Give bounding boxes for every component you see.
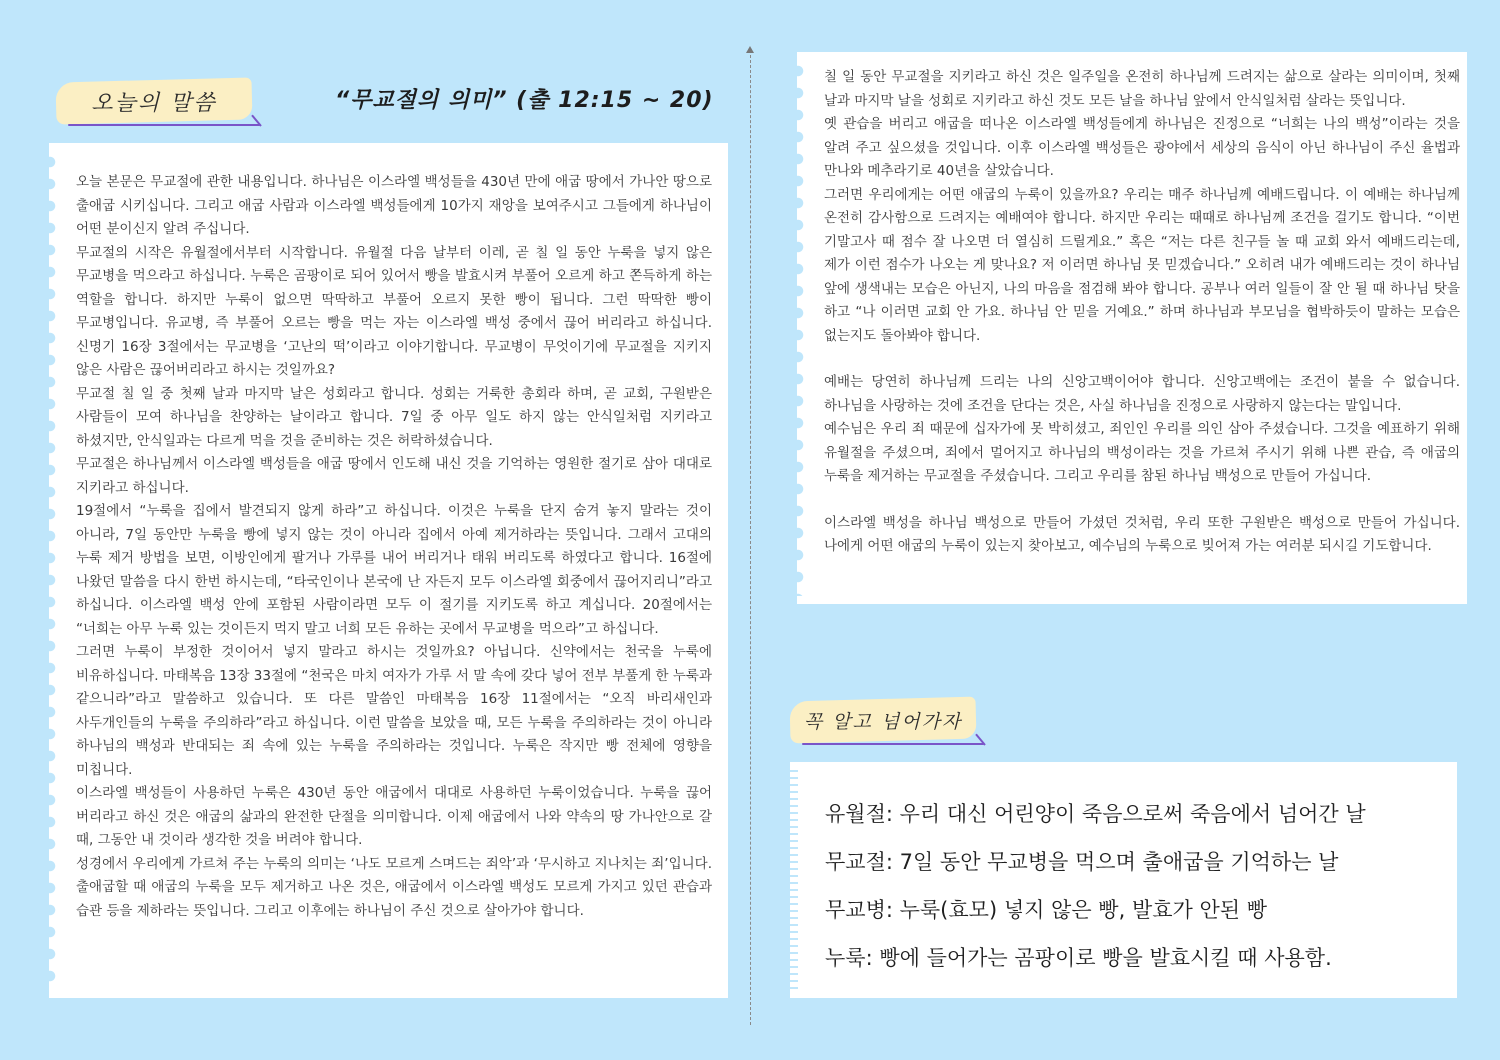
sermon-right-text — [824, 66, 1460, 559]
sermon-paragraph: 무교절 칠 일 중 첫째 날과 마지막 날은 성회라고 합니다. 성회는 거룩한 총회라 하며, 곧 교회, 구원받은 사람들이 모여 하나님을 찬양하는 날이라고 합니다. 7일 중 아무 일도 하지 않는 안식일처럼 지키라고 하셨지만, 안식일과는 다르게 먹을 것을 준비하는 것은 허락하셨습니다. — [76, 385, 712, 449]
fact-item: 유월절: 우리 대신 어린양이 죽음으로써 죽음에서 넘어간 날 — [825, 802, 1366, 826]
must-know-paper — [790, 762, 1457, 998]
page-divider — [750, 50, 751, 1025]
fact-item: 무교병: 누룩(효모) 넣지 않은 빵, 발효가 안된 빵 — [825, 898, 1268, 922]
sermon-left-paper — [49, 143, 728, 998]
sermon-right-paper — [797, 52, 1467, 604]
sermon-paragraph: 예배는 당연히 하나님께 드리는 나의 신앙고백이어야 합니다. 신앙고백에는 조건이 붙을 수 없습니다. 하나님을 사랑하는 것에 조건을 단다는 것은, 사실 하나님을 진정으로 사랑하지 않는다는 말입니다. — [824, 374, 1460, 414]
sermon-paragraph: 성경에서 우리에게 가르쳐 주는 누룩의 의미는 ‘나도 모르게 스며드는 죄악’과 ‘무시하고 지나치는 죄’입니다. 출애굽할 때 애굽의 누룩을 모두 제거하고 나온 것은, 애굽에서 이스라엘 백성도 모르게 가지고 있던 관습과 습관 등을 제하라는 뜻입니다. 그리고 이후에는 하나님이 주신 것으로 살아가야 합니다. — [76, 855, 712, 919]
todays-word-label — [56, 80, 252, 122]
must-know-list — [825, 790, 1445, 982]
fact-item: 누룩: 빵에 들어가는 곰팡이로 빵을 발효시킬 때 사용함. — [825, 946, 1332, 970]
sermon-paragraph: 19절에서 “누룩을 집에서 발견되지 않게 하라”고 하십니다. 이것은 누룩을 단지 숨겨 놓지 말라는 것이 아니라, 7일 동안만 누룩을 빵에 넣지 않는 것이 아니라 집에서 아예 제거하라는 뜻입니다. 그래서 고대의 누룩 제거 방법을 보면, 이방인에게 팔거나 가루를 내어 버리거나 태워 버리도록 하였다고 합니다. 16절에 나왔던 말씀을 다시 한번 하시는데, “타국인이나 본국에 난 자든지 모두 이스라엘 회중에서 끊어지리니”라고 하십니다. 이스라엘 백성 안에 포함된 사람이라면 모두 이 절기를 지키도록 하고 계십니다. 20절에서는 “너희는 아무 누룩 있는 것이든지 먹지 말고 너희 모든 유하는 곳에서 무교병을 먹으라”고 하십니다. — [76, 503, 712, 637]
sermon-paragraph: 무교절의 시작은 유월절에서부터 시작합니다. 유월절 다음 날부터 이레, 곧 칠 일 동안 누룩을 넣지 않은 무교병을 먹으라고 하십니다. 누룩은 곰팡이로 되어 있어서 빵을 발효시켜 부풀어 오르게 하고 쫀득하게 하는 역할을 합니다. 하지만 누룩이 없으면 딱딱하고 부풀어 오르지 못한 빵이 됩니다. 그런 딱딱한 빵이 무교병입니다. 유교병, 즉 부풀어 오르는 빵을 먹는 자는 이스라엘 백성 중에서 끊어 버리라고 하십니다. 신명기 16장 3절에서는 무교병을 ‘고난의 떡’이라고 이야기합니다. 무교병이 무엇이기에 무교절을 지키지 않은 사람은 끊어버리라고 하시는 것일까요? — [76, 244, 712, 378]
sermon-paragraph: 이스라엘 백성들이 사용하던 누룩은 430년 동안 애굽에서 대대로 사용하던 누룩이었습니다. 누룩을 끊어 버리라고 하신 것은 애굽의 삶과의 완전한 단절을 의미합니다. 이제 애굽에서 나와 약속의 땅 가나안으로 갈 때, 그동안 내 것이라 생각한 것을 버려야 합니다. — [76, 785, 712, 848]
sermon-paragraph: 무교절은 하나님께서 이스라엘 백성들을 애굽 땅에서 인도해 내신 것을 기억하는 영원한 절기로 삼아 대대로 지키라고 하십니다. — [76, 456, 712, 496]
sermon-paragraph: 그러면 우리에게는 어떤 애굽의 누룩이 있을까요? 우리는 매주 하나님께 예배드립니다. 이 예배는 하나님께 온전히 감사함으로 드려지는 예배여야 합니다. 하지만 우리는 때때로 하나님께 조건을 걸기도 합니다. “이번 기말고사 때 점수 잘 나오면 더 열심히 드릴게요.” 혹은 “저는 다른 친구들 놀 때 교회 와서 예배드리는데, 제가 이런 점수가 나오는 게 맞나요? 저 이러면 하나님 못 믿겠습니다.” 오히려 내가 예배드리는 것이 하나님 앞에 생색내는 모습은 아닌지, 나의 마음을 점검해 봐야 합니다. 공부나 여러 일들이 잘 안 될 때 하나님 탓을 하고 “나 이러면 교회 안 가요. 하나님 안 믿을 거예요.” 하며 하나님과 부모님을 협박하듯이 말하는 모습은 없는지도 돌아봐야 합니다. — [824, 186, 1460, 344]
todays-word-label-text: 오늘의 말씀 — [91, 90, 217, 116]
sermon-paragraph: 그러면 누룩이 부정한 것이어서 넣지 말라고 하시는 것일까요? 아닙니다. 신약에서는 천국을 누룩에 비유하십니다. 마태복음 13장 33절에 “천국은 마치 여자가 가루 서 말 속에 갖다 넣어 전부 부풀게 한 누룩과 같으니라”라고 말씀하고 있습니다. 또 다른 말씀인 마태복음 16장 11절에서는 “오직 바리새인과 사두개인들의 누룩을 주의하라”라고 하십니다. 이런 말씀을 보았을 때, 모든 누룩을 주의하라는 것이 아니라 하나님의 백성과 반대되는 죄 속에 있는 누룩을 주의하라는 것입니다. 누룩은 작지만 빵 전체에 영향을 미칩니다. — [76, 644, 712, 778]
sermon-left-text — [76, 171, 712, 941]
sermon-paragraph: 칠 일 동안 무교절을 지키라고 하신 것은 일주일을 온전히 하나님께 드려지는 삶으로 살라는 의미이며, 첫째 날과 마지막 날을 성회로 지키라고 하신 것도 모든 날을 하나님 앞에서 안식일처럼 살라는 뜻입니다. — [824, 69, 1460, 109]
sermon-paragraph: 예수님은 우리 죄 때문에 십자가에 못 박히셨고, 죄인인 우리를 의인 삼아 주셨습니다. 그것을 예표하기 위해 유월절을 주셨으며, 죄에서 멀어지고 하나님의 백성이라는 것을 가르쳐 주시기 위해 나쁜 관습, 즉 애굽의 누룩을 제거하는 무교절을 주셨습니다. 그리고 우리를 참된 하나님 백성으로 만들어 가십니다. — [824, 421, 1460, 484]
lesson-title: “무교절의 의미” (출 12:15 ~ 20) — [335, 88, 714, 113]
sermon-paragraph: 옛 관습을 버리고 애굽을 떠나온 이스라엘 백성들에게 하나님은 진정으로 “너희는 나의 백성”이라는 것을 알려 주고 싶으셨을 것입니다. 이후 이스라엘 백성들은 광야에서 세상의 음식이 아닌 하나님이 주신 율법과 만나와 메추라기로 40년을 살았습니다. — [824, 116, 1460, 179]
must-know-label — [790, 699, 976, 741]
must-know-label-text: 꼭 알고 넘어가자 — [803, 710, 963, 733]
sermon-paragraph: 오늘 본문은 무교절에 관한 내용입니다. 하나님은 이스라엘 백성들을 430년 만에 애굽 땅에서 가나안 땅으로 출애굽 시키십니다. 그리고 애굽 사람과 이스라엘 백성들에게 10가지 재앙을 보여주시고 그들에게 하나님이 어떤 분이신지 알려 주십니다. — [76, 174, 712, 237]
fact-item: 무교절: 7일 동안 무교병을 먹으며 출애굽을 기억하는 날 — [825, 850, 1339, 874]
sermon-paragraph: 이스라엘 백성을 하나님 백성으로 만들어 가셨던 것처럼, 우리 또한 구원받은 백성으로 만들어 가십니다. 나에게 어떤 애굽의 누룩이 있는지 찾아보고, 예수님의 누룩으로 빚어져 가는 여러분 되시길 기도합니다. — [824, 514, 1460, 554]
divider-arrow-icon — [746, 46, 754, 53]
